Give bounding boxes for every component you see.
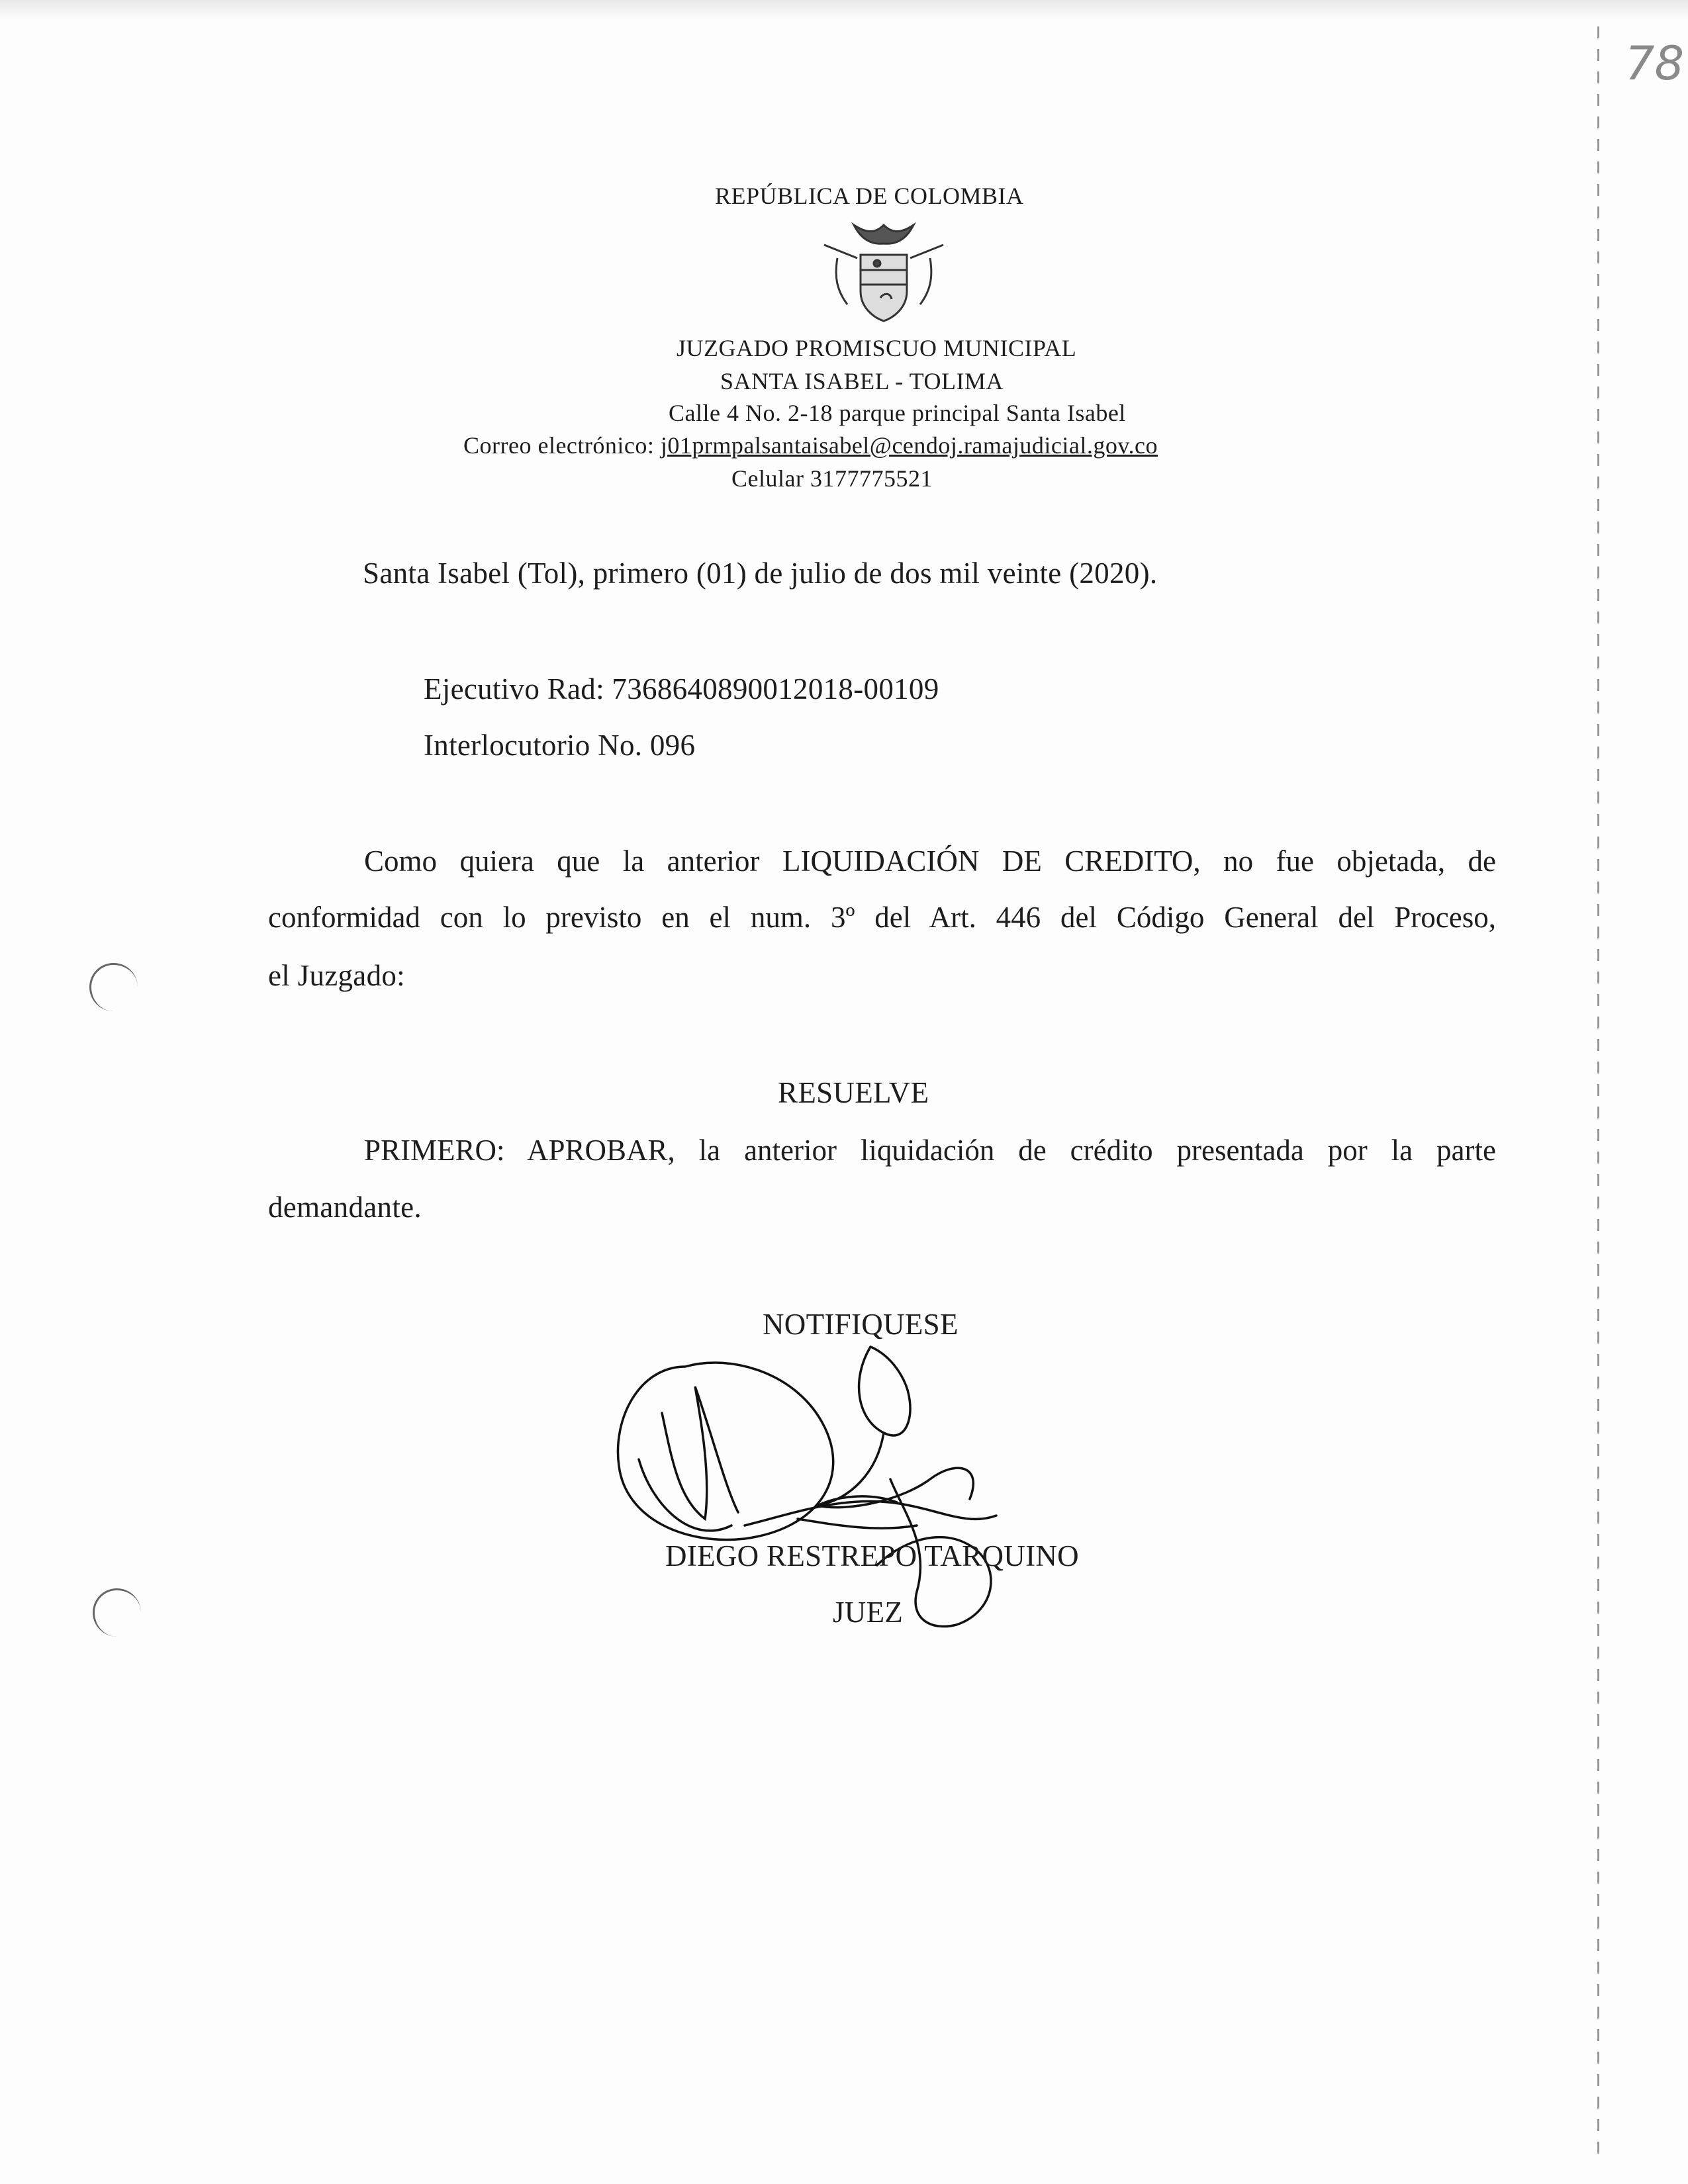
judge-title: JUEZ [833,1596,904,1629]
email-label: Correo electrónico: [463,432,655,459]
court-name: JUZGADO PROMISCUO MUNICIPAL [677,335,1077,361]
resolve-line: PRIMERO: APROBAR, la anterior liquidación de crédito presentada por la parte [364,1134,1496,1167]
paragraph-line: el Juzgado: [268,959,405,992]
paragraph-line: Como quiera que la anterior LIQUIDACIÓN DE CREDITO, no fue objetada, de [364,844,1496,878]
page-number: 78 [1625,36,1685,91]
country-heading: REPÚBLICA DE COLOMBIA [715,183,1024,209]
resolve-line: demandante. [268,1191,422,1224]
paragraph-line: conformidad con lo previsto en el num. 3º del Art. 446 del Código General del Proceso, [268,901,1496,934]
notify-text: NOTIFIQUESE [763,1308,959,1341]
case-rad: Ejecutivo Rad: 7368640890012018-00109 [424,672,939,705]
scan-edge [0,0,1688,20]
judge-name: DIEGO RESTREPO TARQUINO [665,1539,1079,1572]
punch-hole [93,1588,141,1637]
email-line [463,432,1158,459]
court-location: SANTA ISABEL - TOLIMA [720,368,1004,394]
resolve-heading: RESUELVE [778,1076,929,1109]
date-line: Santa Isabel (Tol), primero (01) de julio de dos mil veinte (2020). [363,557,1158,590]
interlocutorio-number: Interlocutorio No. 096 [424,729,696,762]
punch-hole [89,963,138,1011]
court-address: Calle 4 No. 2-18 parque principal Santa Isabel [669,400,1126,426]
email-link[interactable]: j01prmpalsantaisabel@cendoj.ramajudicial.gov.co [660,432,1158,459]
coat-of-arms-icon [811,218,957,331]
court-phone: Celular 3177775521 [731,465,933,492]
scan-border [1597,26,1599,2158]
